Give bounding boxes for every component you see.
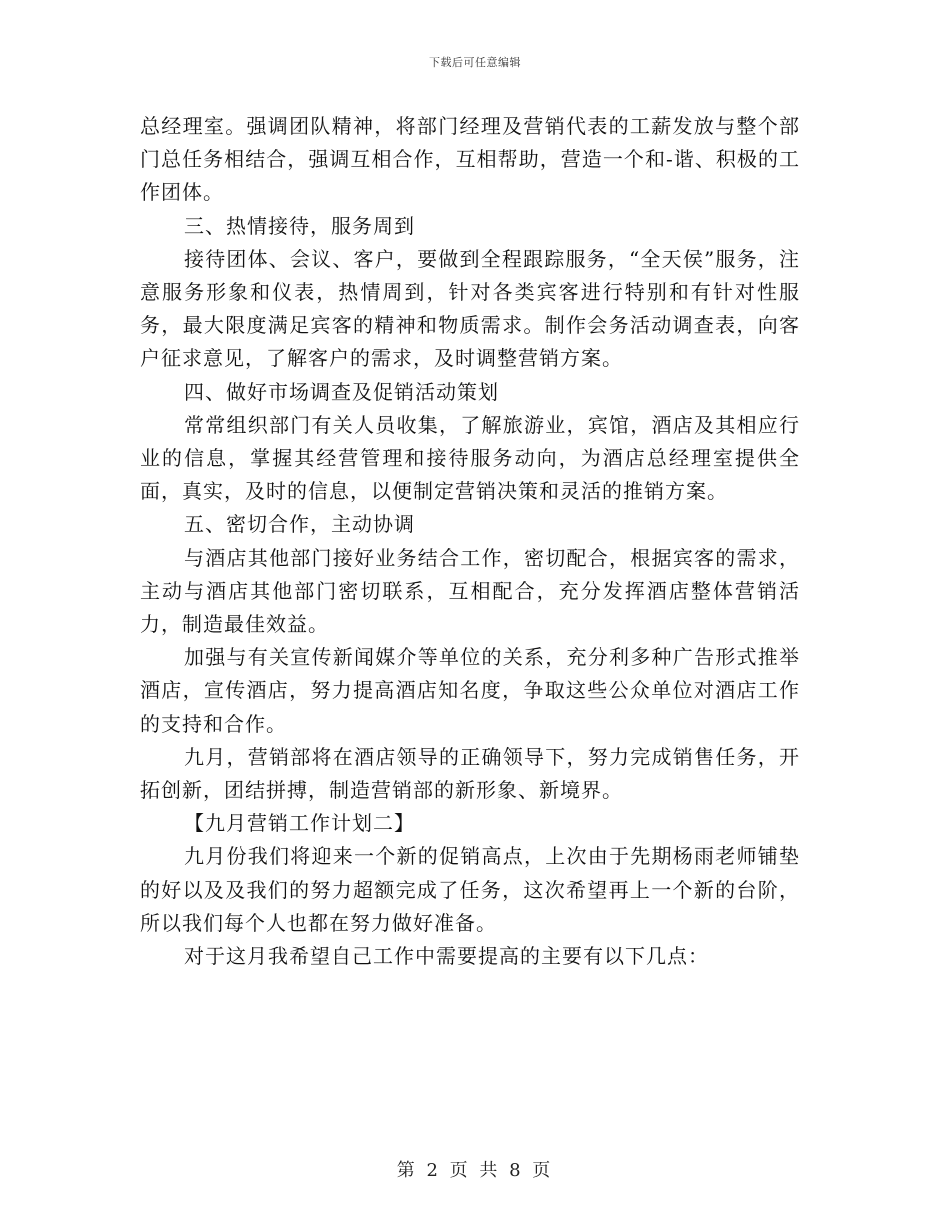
document-body (140, 110, 800, 973)
page-number: 第 2 页 共 8 页 (396, 1160, 554, 1181)
paragraph: 九月，营销部将在酒店领导的正确领导下，努力完成销售任务，开拓创新，团结拼搏，制造营销部的新形象、新境界。 (140, 744, 800, 803)
paragraph: 对于这月我希望自己工作中需要提高的主要有以下几点： (184, 944, 709, 969)
section-heading: 四、做好市场调查及促销活动策划 (184, 379, 499, 404)
paragraph: 与酒店其他部门接好业务结合工作，密切配合，根据宾客的需求，主动与酒店其他部门密切联系，互相配合，充分发挥酒店整体营销活力，制造最佳效益。 (140, 545, 800, 637)
paragraph: 加强与有关宣传新闻媒介等单位的关系，充分利多种广告形式推举酒店，宣传酒店，努力提高酒店知名度，争取这些公众单位对酒店工作的支持和合作。 (140, 645, 800, 736)
paragraph: 接待团体、会议、客户，要做到全程跟踪服务，“全天侯”服务，注意服务形象和仪表，热情周到，针对各类宾客进行特别和有针对性服务，最大限度满足宾客的精神和物质需求。制作会务活动调查表，向客户征求意见，了解客户的需求，及时调整营销方案。 (140, 246, 800, 371)
section-heading: 【九月营销工作计划二】 (184, 811, 415, 836)
header-note: 下载后可任意编辑 (429, 56, 521, 69)
paragraph: 总经理室。强调团队精神，将部门经理及营销代表的工薪发放与整个部门总任务相结合，强调互相合作，互相帮助，营造一个和-谐、积极的工作团体。 (140, 114, 800, 205)
section-heading: 三、热情接待，服务周到 (184, 213, 415, 238)
paragraph: 九月份我们将迎来一个新的促销高点，上次由于先期杨雨老师铺垫的好以及及我们的努力超额完成了任务，这次希望再上一个新的台阶，所以我们每个人也都在努力做好准备。 (140, 844, 800, 935)
paragraph: 常常组织部门有关人员收集，了解旅游业，宾馆，酒店及其相应行业的信息，掌握其经营管理和接待服务动向，为酒店总经理室提供全面，真实，及时的信息，以便制定营销决策和灵活的推销方案。 (140, 412, 800, 504)
section-heading: 五、密切合作，主动协调 (184, 512, 415, 537)
